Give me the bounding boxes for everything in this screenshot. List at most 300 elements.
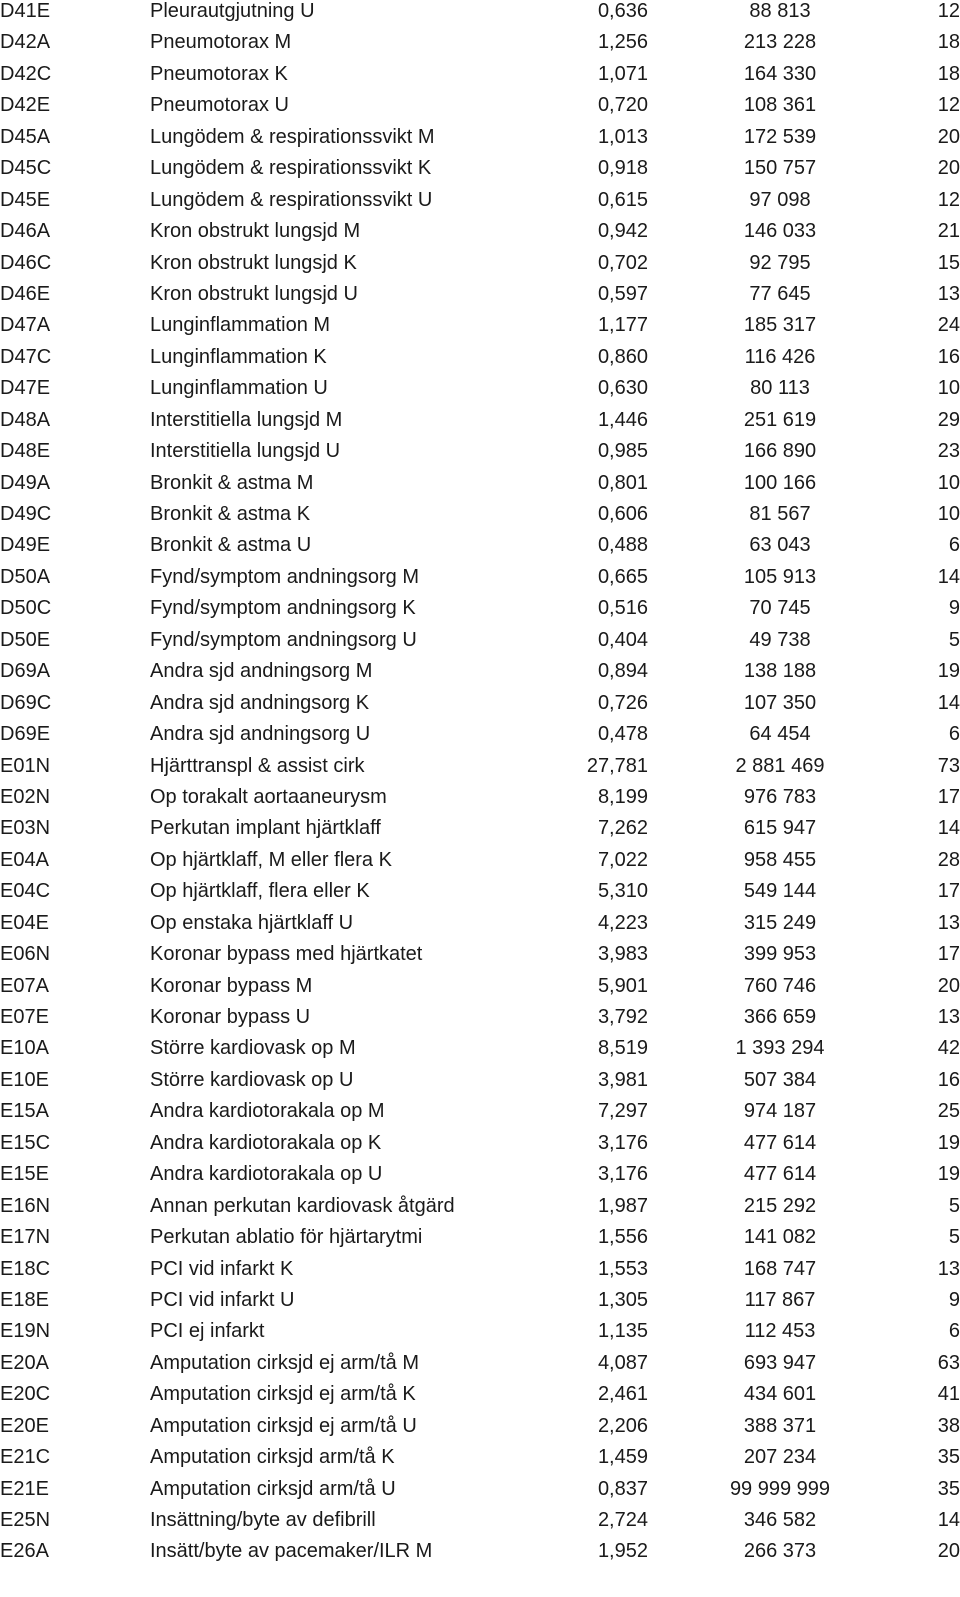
drg-days: 14 bbox=[937, 565, 960, 588]
drg-price: 150 757 bbox=[743, 157, 817, 180]
drg-code: E20A bbox=[0, 1351, 49, 1374]
drg-weight: 1,013 bbox=[597, 125, 648, 148]
drg-code: D47A bbox=[0, 314, 51, 337]
drg-price: 549 144 bbox=[743, 880, 817, 903]
drg-price: 366 659 bbox=[743, 1006, 817, 1028]
drg-description: Andra kardiotorakala op M bbox=[150, 1100, 385, 1123]
drg-code: D49E bbox=[0, 534, 51, 557]
drg-days: 38 bbox=[937, 1414, 960, 1437]
drg-description: PCI vid infarkt K bbox=[150, 1257, 294, 1280]
table-row bbox=[0, 1320, 960, 1351]
drg-price: 88 813 bbox=[749, 0, 811, 22]
drg-description: Lunginflammation U bbox=[150, 377, 328, 400]
drg-code: E19N bbox=[0, 1320, 51, 1343]
drg-code: D50E bbox=[0, 628, 51, 651]
drg-days: 19 bbox=[937, 660, 960, 683]
drg-code: D48E bbox=[0, 440, 51, 463]
drg-description: Koronar bypass U bbox=[150, 1006, 311, 1028]
drg-description: Lunginflammation M bbox=[150, 314, 331, 337]
drg-code: D42A bbox=[0, 31, 51, 54]
drg-price: 164 330 bbox=[743, 62, 817, 85]
table-row bbox=[0, 1478, 960, 1509]
drg-description: Större kardiovask op M bbox=[150, 1037, 356, 1060]
table-row bbox=[0, 660, 960, 691]
drg-description: Andra kardiotorakala op K bbox=[150, 1131, 382, 1154]
drg-days: 5 bbox=[948, 1226, 960, 1249]
table-row bbox=[0, 849, 960, 880]
drg-description: Bronkit & astma U bbox=[150, 534, 312, 557]
drg-price: 507 384 bbox=[743, 1068, 817, 1091]
drg-price: 251 619 bbox=[743, 408, 817, 431]
drg-days: 6 bbox=[948, 723, 960, 746]
drg-description: Kron obstrukt lungsjd U bbox=[150, 282, 358, 305]
table-row bbox=[0, 1037, 960, 1068]
drg-code: E02N bbox=[0, 785, 51, 808]
drg-days: 24 bbox=[937, 314, 960, 337]
table-row bbox=[0, 1415, 960, 1446]
drg-code: E01N bbox=[0, 754, 51, 777]
drg-description: Perkutan ablatio för hjärtarytmi bbox=[150, 1226, 423, 1249]
table-row bbox=[0, 283, 960, 314]
drg-days: 23 bbox=[937, 440, 960, 463]
drg-price: 80 113 bbox=[750, 377, 810, 400]
drg-description: Pleurautgjutning U bbox=[150, 0, 315, 22]
drg-code: D46C bbox=[0, 251, 52, 274]
drg-days: 9 bbox=[948, 1288, 960, 1311]
drg-code: E04E bbox=[0, 911, 49, 934]
drg-weight: 0,615 bbox=[597, 188, 648, 211]
drg-days: 13 bbox=[937, 1006, 960, 1028]
drg-days: 15 bbox=[937, 251, 960, 274]
drg-description: Annan perkutan kardiovask åtgärd bbox=[150, 1194, 455, 1217]
table-row bbox=[0, 409, 960, 440]
drg-price: 399 953 bbox=[743, 943, 817, 966]
drg-code: E10E bbox=[0, 1068, 49, 1091]
drg-weight: 7,262 bbox=[597, 817, 648, 840]
drg-price: 112 453 bbox=[744, 1320, 816, 1343]
drg-code: D47E bbox=[0, 377, 51, 400]
drg-weight: 1,987 bbox=[597, 1194, 648, 1217]
drg-weight: 2,724 bbox=[597, 1509, 648, 1531]
drg-days: 17 bbox=[937, 943, 960, 966]
drg-weight: 0,860 bbox=[597, 345, 648, 368]
drg-days: 5 bbox=[948, 628, 960, 651]
drg-days: 13 bbox=[937, 282, 960, 305]
drg-days: 21 bbox=[937, 220, 960, 243]
drg-price: 266 373 bbox=[743, 1540, 817, 1563]
table-row bbox=[0, 126, 960, 157]
drg-code: E07A bbox=[0, 974, 49, 997]
drg-code: D49A bbox=[0, 471, 51, 494]
drg-weight: 1,256 bbox=[597, 31, 648, 54]
drg-description: Pneumotorax M bbox=[150, 31, 292, 54]
table-row bbox=[0, 157, 960, 188]
drg-price: 346 582 bbox=[743, 1509, 817, 1531]
drg-days: 73 bbox=[937, 754, 960, 777]
drg-weight: 0,837 bbox=[597, 1477, 648, 1500]
drg-price: 760 746 bbox=[743, 974, 817, 997]
drg-days: 20 bbox=[937, 1540, 960, 1563]
table-row bbox=[0, 1069, 960, 1100]
drg-days: 35 bbox=[937, 1477, 960, 1500]
drg-code: E15A bbox=[0, 1100, 49, 1123]
drg-price: 166 890 bbox=[743, 440, 817, 463]
drg-weight: 7,297 bbox=[597, 1100, 648, 1123]
table-row bbox=[0, 1006, 960, 1037]
drg-code: E03N bbox=[0, 817, 51, 840]
drg-weight: 8,199 bbox=[597, 785, 648, 808]
drg-code: E18C bbox=[0, 1257, 51, 1280]
drg-code: D48A bbox=[0, 408, 51, 431]
drg-description: Amputation cirksjd ej arm/tå K bbox=[150, 1383, 416, 1406]
drg-days: 20 bbox=[937, 974, 960, 997]
drg-price: 92 795 bbox=[749, 251, 811, 274]
drg-code: E21C bbox=[0, 1446, 51, 1469]
drg-weight: 0,942 bbox=[597, 220, 648, 243]
table-row bbox=[0, 912, 960, 943]
table-row bbox=[0, 1446, 960, 1477]
drg-description: Lungödem & respirationssvikt U bbox=[150, 188, 433, 211]
drg-days: 19 bbox=[937, 1163, 960, 1186]
drg-description: Op hjärtklaff, flera eller K bbox=[150, 880, 370, 903]
drg-price: 477 614 bbox=[743, 1131, 817, 1154]
drg-code: E26A bbox=[0, 1540, 49, 1563]
table-row bbox=[0, 1509, 960, 1540]
table-row bbox=[0, 1289, 960, 1320]
drg-days: 17 bbox=[937, 785, 960, 808]
drg-code: D50C bbox=[0, 597, 52, 620]
table-row bbox=[0, 1163, 960, 1194]
drg-weight: 1,553 bbox=[597, 1257, 648, 1280]
drg-price: 100 166 bbox=[743, 471, 817, 494]
drg-description: Fynd/symptom andningsorg U bbox=[150, 628, 417, 651]
table-row bbox=[0, 440, 960, 471]
table-row bbox=[0, 314, 960, 345]
drg-code: E15E bbox=[0, 1163, 49, 1186]
table-row bbox=[0, 346, 960, 377]
table-row bbox=[0, 1540, 960, 1571]
drg-days: 6 bbox=[948, 1320, 960, 1343]
drg-description: Amputation cirksjd arm/tå U bbox=[150, 1477, 396, 1500]
drg-price: 974 187 bbox=[743, 1100, 817, 1123]
drg-weight: 1,952 bbox=[597, 1540, 648, 1563]
table-row bbox=[0, 189, 960, 220]
drg-price: 477 614 bbox=[743, 1163, 817, 1186]
drg-description: Koronar bypass med hjärtkatet bbox=[150, 943, 423, 966]
drg-code: E16N bbox=[0, 1194, 51, 1217]
drg-description: Op torakalt aortaaneurysm bbox=[150, 785, 387, 808]
drg-weight: 2,206 bbox=[597, 1414, 648, 1437]
drg-days: 6 bbox=[948, 534, 960, 557]
drg-weight: 1,135 bbox=[597, 1320, 648, 1343]
drg-weight: 0,488 bbox=[597, 534, 648, 557]
table-row bbox=[0, 723, 960, 754]
drg-days: 16 bbox=[937, 345, 960, 368]
table-row bbox=[0, 472, 960, 503]
drg-weight: 5,901 bbox=[597, 974, 648, 997]
drg-days: 10 bbox=[937, 471, 960, 494]
drg-description: Andra kardiotorakala op U bbox=[150, 1163, 383, 1186]
table-row bbox=[0, 880, 960, 911]
drg-description: Op enstaka hjärtklaff U bbox=[150, 911, 354, 934]
drg-code: D42C bbox=[0, 62, 52, 85]
drg-days: 20 bbox=[937, 125, 960, 148]
drg-description: PCI ej infarkt bbox=[150, 1320, 265, 1343]
drg-days: 14 bbox=[937, 817, 960, 840]
drg-price: 105 913 bbox=[743, 565, 817, 588]
drg-description: Amputation cirksjd ej arm/tå M bbox=[150, 1351, 419, 1374]
drg-code: D41E bbox=[0, 0, 51, 22]
table-row bbox=[0, 63, 960, 94]
drg-weight: 4,087 bbox=[597, 1351, 648, 1374]
drg-price: 70 745 bbox=[749, 597, 811, 620]
drg-description: Insättning/byte av defibrill bbox=[150, 1509, 376, 1531]
drg-price: 434 601 bbox=[743, 1383, 817, 1406]
drg-weight: 0,801 bbox=[597, 471, 648, 494]
table-row bbox=[0, 692, 960, 723]
drg-description: Kron obstrukt lungsjd K bbox=[150, 251, 357, 274]
drg-weight: 1,446 bbox=[597, 408, 648, 431]
drg-weight: 0,726 bbox=[597, 691, 648, 714]
table-row bbox=[0, 220, 960, 251]
drg-description: Amputation cirksjd arm/tå K bbox=[150, 1446, 395, 1469]
drg-days: 14 bbox=[937, 1509, 960, 1531]
table-row bbox=[0, 252, 960, 283]
drg-code: E04A bbox=[0, 848, 49, 871]
drg-description: Interstitiella lungsjd M bbox=[150, 408, 343, 431]
table-row bbox=[0, 629, 960, 660]
drg-weight: 3,792 bbox=[597, 1006, 648, 1028]
drg-price: 207 234 bbox=[743, 1446, 817, 1469]
drg-days: 63 bbox=[937, 1351, 960, 1374]
drg-days: 9 bbox=[948, 597, 960, 620]
drg-weight: 0,516 bbox=[597, 597, 648, 620]
drg-code: D69E bbox=[0, 723, 51, 746]
drg-code: D42E bbox=[0, 94, 51, 117]
drg-code: E10A bbox=[0, 1037, 49, 1060]
drg-days: 42 bbox=[937, 1037, 960, 1060]
drg-price: 138 188 bbox=[743, 660, 817, 683]
drg-weight: 3,176 bbox=[597, 1163, 648, 1186]
drg-days: 29 bbox=[937, 408, 960, 431]
drg-price: 108 361 bbox=[743, 94, 817, 117]
drg-code: E07E bbox=[0, 1006, 49, 1028]
drg-weight: 0,630 bbox=[597, 377, 648, 400]
drg-weight: 0,478 bbox=[597, 723, 648, 746]
drg-days: 5 bbox=[948, 1194, 960, 1217]
drg-price: 99 999 999 bbox=[729, 1477, 831, 1500]
drg-days: 13 bbox=[937, 911, 960, 934]
drg-price: 958 455 bbox=[743, 848, 817, 871]
table-row bbox=[0, 1100, 960, 1131]
drg-price: 116 426 bbox=[744, 345, 816, 368]
drg-code: D47C bbox=[0, 345, 52, 368]
drg-days: 12 bbox=[937, 188, 960, 211]
table-row bbox=[0, 566, 960, 597]
drg-weight: 0,720 bbox=[597, 94, 648, 117]
drg-days: 16 bbox=[937, 1068, 960, 1091]
drg-code: E20E bbox=[0, 1414, 49, 1437]
drg-description: PCI vid infarkt U bbox=[150, 1288, 295, 1311]
drg-description: Interstitiella lungsjd U bbox=[150, 440, 341, 463]
drg-description: Andra sjd andningsorg K bbox=[150, 691, 370, 714]
drg-code: E06N bbox=[0, 943, 51, 966]
drg-code: D45E bbox=[0, 188, 51, 211]
drg-weight: 1,071 bbox=[597, 62, 648, 85]
table-row bbox=[0, 1383, 960, 1414]
drg-description: Pneumotorax K bbox=[150, 62, 288, 85]
drg-code: E18E bbox=[0, 1288, 49, 1311]
drg-price: 117 867 bbox=[744, 1288, 816, 1311]
drg-code: E25N bbox=[0, 1509, 51, 1531]
drg-weight: 7,022 bbox=[597, 848, 648, 871]
drg-code: D69C bbox=[0, 691, 52, 714]
drg-weight: 0,985 bbox=[597, 440, 648, 463]
drg-code: E04C bbox=[0, 880, 51, 903]
drg-weight: 0,404 bbox=[597, 628, 648, 651]
drg-price: 81 567 bbox=[749, 503, 811, 525]
drg-code: D49C bbox=[0, 503, 52, 525]
drg-price: 141 082 bbox=[743, 1226, 817, 1249]
drg-code: D50A bbox=[0, 565, 51, 588]
drg-weight: 0,665 bbox=[597, 565, 648, 588]
drg-weight: 0,636 bbox=[597, 0, 648, 22]
table-row bbox=[0, 817, 960, 848]
table-row bbox=[0, 94, 960, 125]
drg-description: Fynd/symptom andningsorg M bbox=[150, 565, 420, 588]
drg-description: Op hjärtklaff, M eller flera K bbox=[150, 848, 392, 871]
drg-days: 12 bbox=[937, 94, 960, 117]
drg-code: D45C bbox=[0, 157, 52, 180]
drg-price: 97 098 bbox=[749, 188, 811, 211]
drg-weight: 3,981 bbox=[597, 1068, 648, 1091]
drg-weight: 4,223 bbox=[597, 911, 648, 934]
drg-description: Större kardiovask op U bbox=[150, 1068, 354, 1091]
drg-price: 185 317 bbox=[743, 314, 817, 337]
drg-weight: 1,305 bbox=[597, 1288, 648, 1311]
table-row bbox=[0, 975, 960, 1006]
drg-price: 107 350 bbox=[743, 691, 817, 714]
drg-days: 28 bbox=[937, 848, 960, 871]
drg-price: 63 043 bbox=[749, 534, 811, 557]
drg-description: Bronkit & astma K bbox=[150, 503, 311, 525]
drg-code: E20C bbox=[0, 1383, 51, 1406]
drg-weight: 1,556 bbox=[597, 1226, 648, 1249]
drg-price: 77 645 bbox=[749, 282, 811, 305]
drg-days: 41 bbox=[937, 1383, 960, 1406]
drg-price: 168 747 bbox=[743, 1257, 817, 1280]
drg-price: 976 783 bbox=[743, 785, 817, 808]
drg-price: 693 947 bbox=[743, 1351, 817, 1374]
drg-weight: 3,176 bbox=[597, 1131, 648, 1154]
drg-description: Fynd/symptom andningsorg K bbox=[150, 597, 416, 620]
drg-price: 172 539 bbox=[743, 125, 817, 148]
table-row bbox=[0, 786, 960, 817]
drg-description: Perkutan implant hjärtklaff bbox=[150, 817, 381, 840]
drg-days: 25 bbox=[937, 1100, 960, 1123]
table-row bbox=[0, 755, 960, 786]
drg-code: D46A bbox=[0, 220, 51, 243]
drg-weight: 1,177 bbox=[597, 314, 648, 337]
drg-days: 18 bbox=[937, 62, 960, 85]
drg-weight: 8,519 bbox=[597, 1037, 648, 1060]
drg-weight: 0,894 bbox=[597, 660, 648, 683]
drg-description: Lungödem & respirationssvikt K bbox=[150, 157, 432, 180]
drg-code: D46E bbox=[0, 282, 51, 305]
drg-code: D69A bbox=[0, 660, 51, 683]
drg-price: 146 033 bbox=[743, 220, 817, 243]
table-row bbox=[0, 943, 960, 974]
drg-weight: 0,702 bbox=[597, 251, 648, 274]
drg-days: 20 bbox=[937, 157, 960, 180]
drg-days: 18 bbox=[937, 31, 960, 54]
drg-weight: 0,918 bbox=[597, 157, 648, 180]
drg-days: 10 bbox=[937, 503, 960, 525]
table-row bbox=[0, 597, 960, 628]
table-row bbox=[0, 534, 960, 565]
drg-days: 12 bbox=[937, 0, 960, 22]
drg-price: 49 738 bbox=[749, 628, 811, 651]
drg-weight: 2,461 bbox=[597, 1383, 648, 1406]
drg-price: 315 249 bbox=[743, 911, 817, 934]
table-row bbox=[0, 31, 960, 62]
table-row bbox=[0, 1226, 960, 1257]
drg-weight: 3,983 bbox=[597, 943, 648, 966]
drg-description: Andra sjd andningsorg U bbox=[150, 723, 371, 746]
table-row bbox=[0, 503, 960, 534]
drg-price: 615 947 bbox=[743, 817, 817, 840]
drg-price: 215 292 bbox=[743, 1194, 817, 1217]
drg-description: Bronkit & astma M bbox=[150, 471, 314, 494]
drg-description: Amputation cirksjd ej arm/tå U bbox=[150, 1414, 417, 1437]
drg-weight: 1,459 bbox=[597, 1446, 648, 1469]
table-row bbox=[0, 0, 960, 31]
drg-days: 17 bbox=[937, 880, 960, 903]
drg-days: 10 bbox=[937, 377, 960, 400]
drg-description: Lunginflammation K bbox=[150, 345, 327, 368]
drg-code: E15C bbox=[0, 1131, 51, 1154]
drg-days: 19 bbox=[937, 1131, 960, 1154]
drg-description: Pneumotorax U bbox=[150, 94, 289, 117]
drg-description: Insätt/byte av pacemaker/ILR M bbox=[150, 1540, 433, 1563]
table-row bbox=[0, 1195, 960, 1226]
drg-description: Kron obstrukt lungsjd M bbox=[150, 220, 361, 243]
drg-price: 2 881 469 bbox=[735, 754, 825, 777]
drg-days: 14 bbox=[937, 691, 960, 714]
drg-weight: 0,606 bbox=[597, 503, 648, 525]
drg-code: E21E bbox=[0, 1477, 49, 1500]
table-row bbox=[0, 377, 960, 408]
drg-weight: 27,781 bbox=[586, 754, 648, 777]
drg-description: Lungödem & respirationssvikt M bbox=[150, 125, 435, 148]
drg-description: Andra sjd andningsorg M bbox=[150, 660, 373, 683]
drg-price: 64 454 bbox=[749, 723, 811, 746]
drg-description: Hjärttranspl & assist cirk bbox=[150, 754, 365, 777]
drg-price: 1 393 294 bbox=[735, 1037, 825, 1060]
table-row bbox=[0, 1352, 960, 1383]
table-row bbox=[0, 1258, 960, 1289]
table-row bbox=[0, 1132, 960, 1163]
drg-code: D45A bbox=[0, 125, 51, 148]
drg-days: 35 bbox=[937, 1446, 960, 1469]
drg-weight: 0,597 bbox=[597, 282, 648, 305]
drg-description: Koronar bypass M bbox=[150, 974, 313, 997]
drg-weight: 5,310 bbox=[597, 880, 648, 903]
drg-days: 13 bbox=[937, 1257, 960, 1280]
drg-price: 388 371 bbox=[743, 1414, 817, 1437]
drg-code: E17N bbox=[0, 1226, 51, 1249]
drg-price: 213 228 bbox=[743, 31, 817, 54]
